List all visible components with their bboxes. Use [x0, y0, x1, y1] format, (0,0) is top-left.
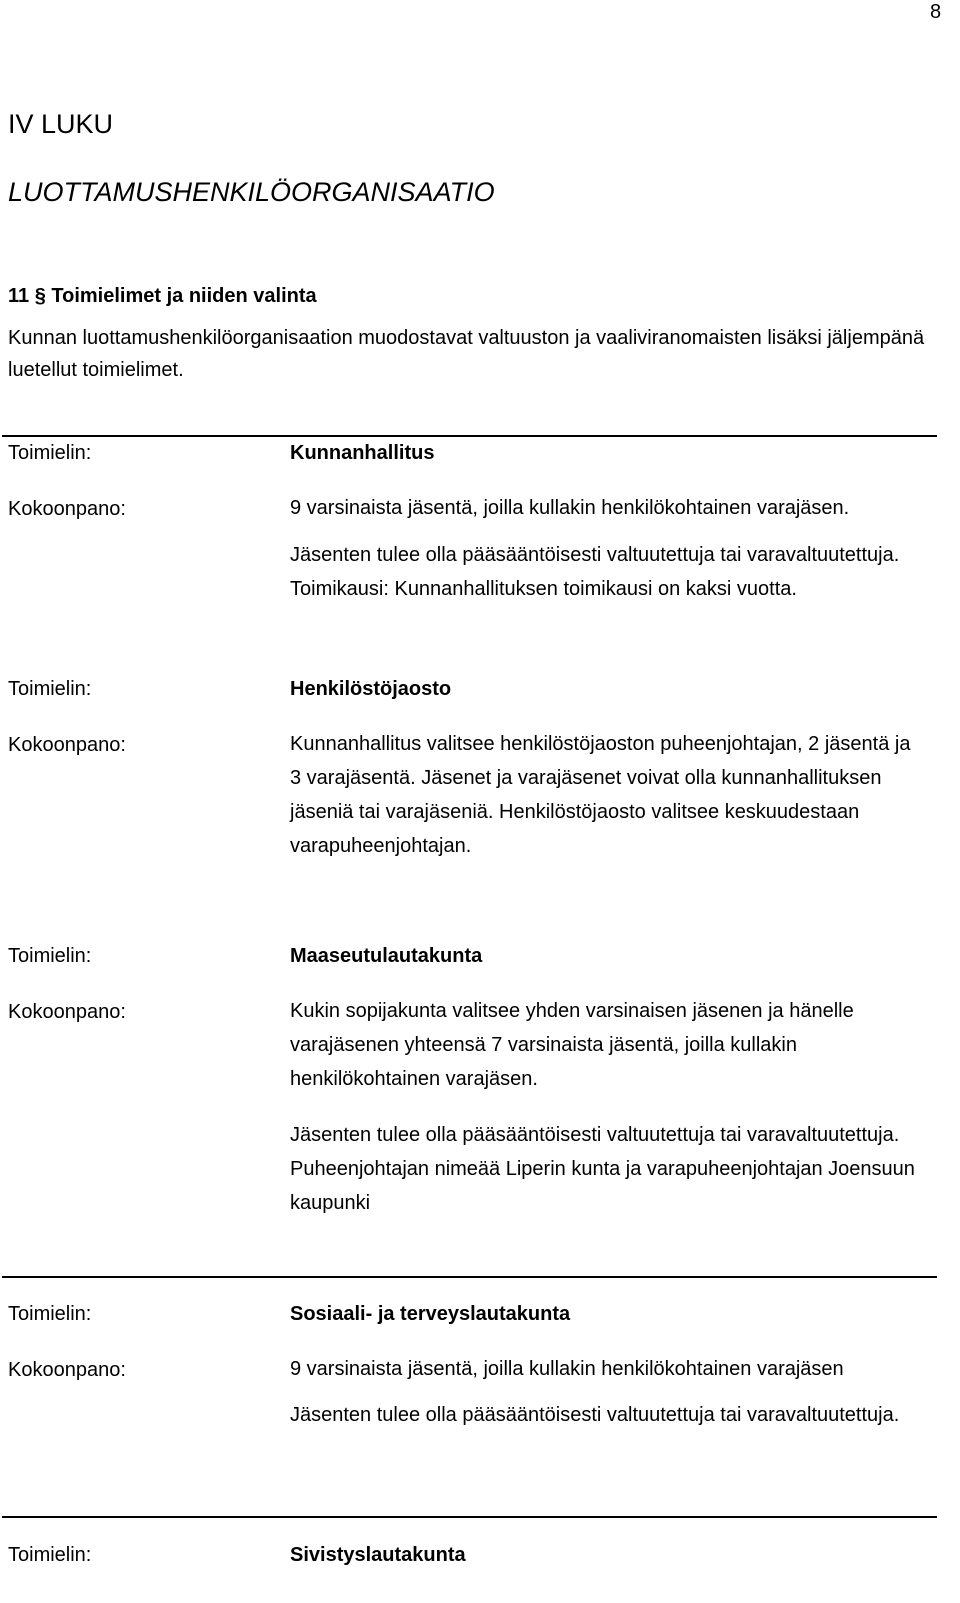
section-intro: Kunnan luottamushenkilöorganisaation muodostavat valtuuston ja vaaliviranomaisten lisäksi jäljempänä luetellut toimielimet. [8, 327, 925, 381]
label-body: Toimielin: [8, 1303, 92, 1325]
body-note-kunnanhallitus: Jäsenten tulee olla pääsääntöisesti valtuutettuja tai varavaltuutettuja. Toimikausi: Kunnanhallituksen toimikausi on kaksi vuotta. [290, 544, 900, 600]
body-name-sosiaali-ja-terveyslautakunta: Sosiaali- ja terveyslautakunta [290, 1303, 571, 1325]
body-composition-kunnanhallitus: 9 varsinaista jäsentä, joilla kullakin henkilökohtainen varajäsen. [290, 497, 850, 519]
label-composition: Kokoonpano: [8, 734, 126, 756]
label-body: Toimielin: [8, 1544, 92, 1566]
divider [2, 1516, 937, 1518]
label-composition: Kokoonpano: [8, 1001, 126, 1023]
body-name-kunnanhallitus: Kunnanhallitus [290, 442, 435, 464]
label-body: Toimielin: [8, 678, 92, 700]
body-composition-henkilostojaosto: Kunnanhallitus valitsee henkilöstöjaoston puheenjohtajan, 2 jäsentä ja 3 varajäsentä. Jäsenet ja varajäsenet voivat olla kunnanhallituksen jäseniä tai varajäseniä. Henkilöstöjaosto valitsee keskuudestaan varapuheenjohtajan. [290, 733, 911, 857]
section-title: 11 § Toimielimet ja niiden valinta [8, 285, 317, 307]
body-name-henkilostojaosto: Henkilöstöjaosto [290, 678, 452, 700]
label-body: Toimielin: [8, 442, 92, 464]
chapter-heading: IV LUKU [8, 109, 114, 139]
label-composition: Kokoonpano: [8, 498, 126, 520]
body-name-maaseutulautakunta: Maaseutulautakunta [290, 945, 483, 967]
page-number: 8 [930, 1, 942, 23]
body-composition-maaseutulautakunta: Kukin sopijakunta valitsee yhden varsinaisen jäsenen ja hänelle varajäsenen yhteensä 7 varsinaista jäsentä, joilla kullakin henkilökohtainen varajäsen. [290, 1000, 854, 1090]
label-body: Toimielin: [8, 945, 92, 967]
body-note-sosiaali-ja-terveyslautakunta: Jäsenten tulee olla pääsääntöisesti valtuutettuja tai varavaltuutettuja. [290, 1404, 900, 1426]
divider [2, 1276, 937, 1278]
divider [2, 435, 937, 437]
chapter-subtitle: LUOTTAMUSHENKILÖORGANISAATIO [8, 177, 495, 207]
body-composition-sosiaali-ja-terveyslautakunta: 9 varsinaista jäsentä, joilla kullakin henkilökohtainen varajäsen [290, 1358, 844, 1380]
label-composition: Kokoonpano: [8, 1359, 126, 1381]
body-name-sivistyslautakunta: Sivistyslautakunta [290, 1544, 466, 1566]
body-note-maaseutulautakunta: Jäsenten tulee olla pääsääntöisesti valtuutettuja tai varavaltuutettuja. Puheenjohtajan nimeää Liperin kunta ja varapuheenjohtajan Joensuun kaupunki [290, 1124, 915, 1214]
